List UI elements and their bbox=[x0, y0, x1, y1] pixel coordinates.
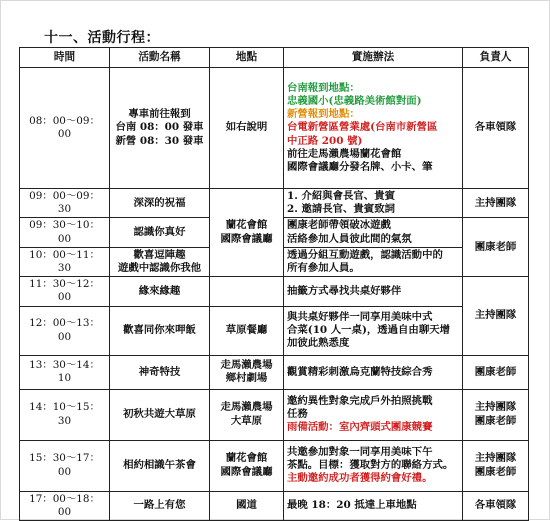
cell-time: 13：30～14：10 bbox=[20, 355, 110, 389]
table-row bbox=[20, 389, 529, 440]
cell-time: 08：00～09：00 bbox=[20, 68, 110, 189]
cell-name: 認識你真好 bbox=[110, 218, 210, 247]
table-row bbox=[20, 355, 529, 389]
place-line: 國際會議廳 bbox=[220, 465, 273, 478]
cell-responsible bbox=[463, 440, 529, 491]
table-header-row bbox=[20, 48, 529, 68]
place-line: 國際會議廳 bbox=[220, 232, 273, 245]
cell-method bbox=[284, 306, 463, 355]
method-line: 前往走馬瀨農場蘭花會館 bbox=[287, 147, 402, 160]
cell-responsible-merged: 主持團隊 bbox=[463, 277, 529, 355]
name-line: 專車前往報到 bbox=[128, 108, 191, 121]
cell-time: 11：30～12：00 bbox=[20, 277, 110, 306]
cell-responsible bbox=[463, 389, 529, 440]
table-row bbox=[20, 491, 529, 520]
cell-responsible: 各車領隊 bbox=[463, 491, 529, 520]
method-line: 2. 邀請長官、貴賓致詞 bbox=[287, 203, 395, 216]
cell-time: 09：30～10：00 bbox=[20, 218, 110, 247]
cell-time: 17：00～18：00 bbox=[20, 491, 110, 520]
method-line: 台電新營區營業處(台南市新營區 bbox=[287, 121, 438, 134]
cell-name: 神奇特技 bbox=[110, 355, 210, 389]
cell-name bbox=[110, 247, 210, 276]
cell-place: 如右說明 bbox=[210, 68, 284, 189]
table-row bbox=[20, 306, 529, 355]
schedule-table bbox=[19, 47, 529, 521]
cell-responsible: 各車領隊 bbox=[463, 68, 529, 189]
cell-method: 觀賞精彩刺激烏克蘭特技綜合秀 bbox=[284, 355, 463, 389]
method-line: 團康老師帶領破冰遊戲 bbox=[287, 219, 391, 232]
cell-time: 12：00～13：00 bbox=[20, 306, 110, 355]
name-line: 新營 08：30 發車 bbox=[115, 134, 204, 147]
table-row bbox=[20, 189, 529, 218]
cell-name: 緣來緣趣 bbox=[110, 277, 210, 306]
name-line: 歡喜逗陣趣 bbox=[133, 248, 186, 261]
method-line: 國際會議廳分發名牌、小卡、筆 bbox=[287, 161, 433, 173]
method-line: 活絡參加人員彼此間的氣氛 bbox=[287, 232, 412, 245]
cell-responsible: 主持團隊 bbox=[463, 189, 529, 218]
method-line: 雨備活動：室內齊頭式團康競賽 bbox=[287, 421, 433, 434]
place-line: 走馬瀨農場 bbox=[220, 401, 273, 414]
method-line: 台南報到地點： bbox=[287, 81, 360, 94]
responsible-line: 主持團隊 bbox=[474, 401, 517, 414]
cell-responsible-merged: 團康老師 bbox=[463, 218, 529, 277]
method-line: 共邀參加對象一同享用美味下午 bbox=[287, 445, 433, 458]
method-line: 任務 bbox=[287, 408, 308, 421]
name-line: 台南 08：00 發車 bbox=[115, 121, 204, 134]
cell-name: 歡喜同你來呷飯 bbox=[110, 306, 210, 355]
method-line: 所有參加人員。 bbox=[287, 262, 360, 275]
method-line: 新營報到地點： bbox=[287, 108, 360, 121]
cell-name bbox=[110, 68, 210, 189]
responsible-line: 團康老師 bbox=[474, 414, 517, 427]
cell-time: 09：00～09：30 bbox=[20, 189, 110, 218]
method-line: 透過分組互動遊戲，認識活動中的 bbox=[287, 248, 443, 261]
table-row bbox=[20, 68, 529, 189]
cell-method bbox=[284, 247, 463, 276]
cell-method bbox=[284, 189, 463, 218]
cell-place bbox=[210, 389, 284, 440]
cell-time: 10：00～11：30 bbox=[20, 247, 110, 276]
cell-place bbox=[210, 440, 284, 491]
place-line: 大草原 bbox=[230, 414, 263, 427]
cell-name: 一路上有您 bbox=[110, 491, 210, 520]
table-row bbox=[20, 277, 529, 306]
cell-responsible: 團康老師 bbox=[463, 355, 529, 389]
cell-place: 草原餐廳 bbox=[210, 306, 284, 355]
cell-place bbox=[210, 277, 284, 306]
method-line: 茶點。目標：獲取對方的聯絡方式。 bbox=[287, 459, 454, 472]
method-line: 中正路 200 號) bbox=[287, 134, 363, 147]
cell-method bbox=[284, 389, 463, 440]
header-responsible: 負責人 bbox=[463, 48, 529, 68]
place-line: 走馬瀨農場 bbox=[220, 358, 273, 371]
cell-name: 相約相識午茶會 bbox=[110, 440, 210, 491]
section-title: 十一、活動行程： bbox=[44, 30, 160, 46]
place-line: 鄉村劇場 bbox=[225, 372, 268, 385]
method-line: 邀約異性對象完成戶外拍照挑戰 bbox=[287, 394, 433, 407]
responsible-line: 主持團隊 bbox=[474, 452, 517, 465]
method-line: 忠義國小(忠義路美術館對面) bbox=[287, 94, 422, 107]
place-line: 蘭花會館 bbox=[225, 452, 268, 465]
cell-name: 初秋共遊大草原 bbox=[110, 389, 210, 440]
header-name: 活動名稱 bbox=[110, 48, 210, 68]
cell-method: 抽籤方式尋找共桌好夥伴 bbox=[284, 277, 463, 306]
cell-place bbox=[210, 355, 284, 389]
method-line: 加彼此熟悉度 bbox=[287, 337, 350, 350]
cell-time: 15：30～17：00 bbox=[20, 440, 110, 491]
method-line: 1. 介紹與會長官、貴賓 bbox=[287, 190, 395, 202]
cell-method: 最晚 18：20 抵達上車地點 bbox=[284, 491, 463, 520]
cell-method bbox=[284, 68, 463, 189]
header-method: 實施辦法 bbox=[284, 48, 463, 68]
method-line: 與共桌好夥伴一同享用美味中式 bbox=[287, 310, 433, 323]
cell-place-merged bbox=[210, 189, 284, 277]
method-line: 合菜(10 人一桌)，透過自由聊天增 bbox=[287, 324, 450, 337]
responsible-line: 團康老師 bbox=[474, 465, 517, 478]
cell-name: 深深的祝福 bbox=[110, 189, 210, 218]
header-place: 地點 bbox=[210, 48, 284, 68]
header-time: 時間 bbox=[20, 48, 110, 68]
place-line: 蘭花會館 bbox=[225, 219, 268, 232]
cell-time: 14：10～15：30 bbox=[20, 389, 110, 440]
table-row bbox=[20, 440, 529, 491]
name-line: 遊戲中認識你我他 bbox=[117, 262, 202, 275]
cell-place: 國道 bbox=[210, 491, 284, 520]
cell-method bbox=[284, 440, 463, 491]
cell-method bbox=[284, 218, 463, 247]
method-line: 主動邀約成功者獲得約會好禮。 bbox=[287, 472, 433, 485]
